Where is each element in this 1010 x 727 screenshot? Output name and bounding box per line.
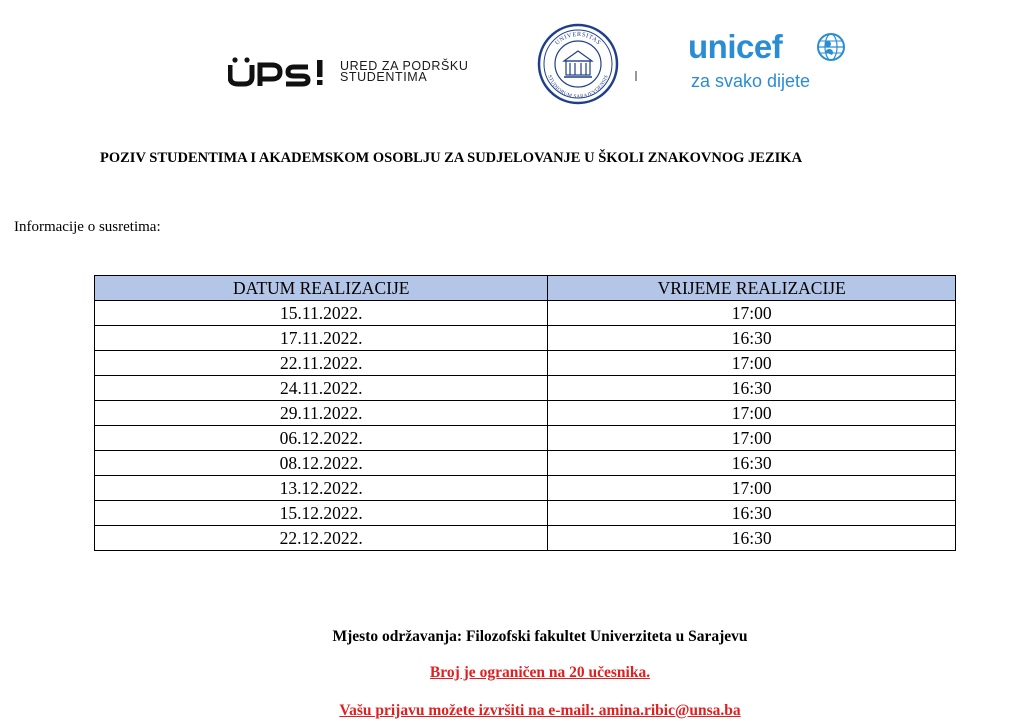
time-cell: 17:00	[548, 351, 956, 376]
svg-text:STUDIORUM SARAJEVOENSIS: STUDIORUM SARAJEVOENSIS	[546, 74, 610, 101]
table-row	[95, 301, 956, 326]
time-cell: 16:30	[548, 501, 956, 526]
time-cell: 17:00	[548, 401, 956, 426]
table-row	[95, 326, 956, 351]
table-header-row	[95, 276, 956, 301]
unicef-tagline: za svako dijete	[691, 71, 811, 91]
time-cell: 16:30	[548, 326, 956, 351]
ups-logo	[228, 55, 468, 89]
unicef-wordmark: unicef	[688, 28, 783, 65]
date-cell: 15.12.2022.	[95, 501, 548, 526]
time-cell: 16:30	[548, 376, 956, 401]
time-cell: 17:00	[548, 476, 956, 501]
document-title: POZIV STUDENTIMA I AKADEMSKOM OSOBLJU ZA SUDJELOVANJE U ŠKOLI ZNAKOVNOG JEZIKA	[100, 150, 803, 166]
date-cell: 13.12.2022.	[95, 476, 548, 501]
time-cell: 17:00	[548, 301, 956, 326]
ups-logo-mark	[228, 57, 332, 87]
time-cell: 16:30	[548, 451, 956, 476]
table-row	[95, 451, 956, 476]
schedule-table	[94, 275, 956, 551]
info-label: Informacije o susretima:	[14, 219, 161, 235]
time-cell: 17:00	[548, 426, 956, 451]
date-cell: 06.12.2022.	[95, 426, 548, 451]
unicef-logo	[688, 28, 858, 98]
date-cell: 22.11.2022.	[95, 351, 548, 376]
ups-logo-text	[340, 61, 468, 83]
date-cell: 24.11.2022.	[95, 376, 548, 401]
ups-line-1: URED ZA PODRŠKU	[340, 59, 469, 73]
time-cell: 16:30	[548, 526, 956, 551]
unicef-globe-icon	[816, 32, 846, 67]
table-row	[95, 501, 956, 526]
table-row	[95, 376, 956, 401]
table-row	[95, 426, 956, 451]
ups-line-2: STUDENTIMA	[340, 70, 428, 84]
university-seal-icon	[520, 23, 638, 105]
participant-limit-text: Broj je ograničen na 20 učesnika.	[429, 664, 651, 681]
table-row	[95, 476, 956, 501]
table-row	[95, 351, 956, 376]
date-cell: 15.11.2022.	[95, 301, 548, 326]
location-text: Mjesto održavanja: Filozofski fakultet Univerziteta u Sarajevu	[332, 628, 748, 645]
date-cell: 22.12.2022.	[95, 526, 548, 551]
date-cell: 17.11.2022.	[95, 326, 548, 351]
date-cell: 29.11.2022.	[95, 401, 548, 426]
application-email-text[interactable]: Vašu prijavu možete izvršiti na e-mail: amina.ribic@unsa.ba	[339, 702, 741, 719]
table-row	[95, 526, 956, 551]
date-cell: 08.12.2022.	[95, 451, 548, 476]
svg-text:UNIVERSITAS: UNIVERSITAS	[553, 30, 603, 47]
column-header-time: VRIJEME REALIZACIJE	[548, 276, 956, 301]
column-header-date: DATUM REALIZACIJE	[95, 276, 548, 301]
table-row	[95, 401, 956, 426]
